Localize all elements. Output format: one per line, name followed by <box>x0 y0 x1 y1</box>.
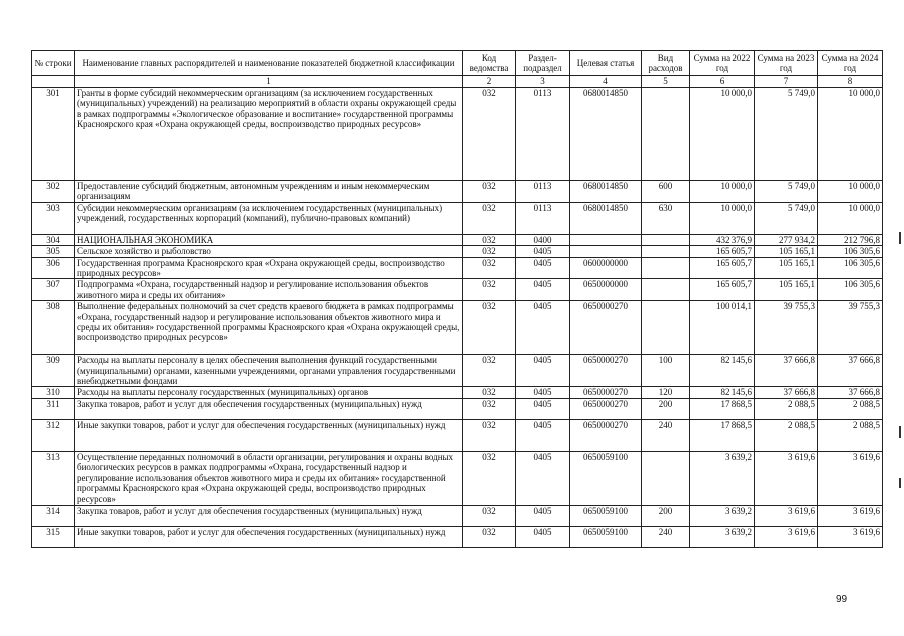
row-section-code: 0405 <box>516 398 570 419</box>
header-y2022: Сумма на 2022 год <box>690 51 755 76</box>
row-sum-2024: 2 088,5 <box>818 398 883 419</box>
row-sum-2023: 39 755,3 <box>755 301 818 355</box>
col-index-3: 3 <box>516 76 570 88</box>
row-expense-type: 120 <box>642 387 690 398</box>
row-sum-2022: 82 145,6 <box>690 355 755 387</box>
table-row <box>32 88 883 181</box>
table-row <box>32 279 883 301</box>
row-name: Субсидии некоммерческим организациям (за исключением государственных (муниципальных) учреждений, государственных корпораций (компаний), публично-правовых компаний) <box>75 202 463 234</box>
row-sum-2023: 5 749,0 <box>755 202 818 234</box>
header-num: № строки <box>32 51 75 76</box>
col-index-6: 6 <box>690 76 755 88</box>
row-number: 306 <box>32 257 75 279</box>
row-sum-2022: 165 605,7 <box>690 246 755 257</box>
table-row <box>32 301 883 355</box>
row-sum-2024: 39 755,3 <box>818 301 883 355</box>
row-sum-2024: 106 305,6 <box>818 257 883 279</box>
row-sum-2024: 10 000,0 <box>818 202 883 234</box>
row-dept-code: 032 <box>463 301 516 355</box>
row-dept-code: 032 <box>463 181 516 203</box>
row-target-code: 0650000270 <box>570 355 642 387</box>
scan-edge-mark <box>899 426 901 438</box>
row-sum-2022: 10 000,0 <box>690 181 755 203</box>
row-name: Закупка товаров, работ и услуг для обеспечения государственных (муниципальных) нужд <box>75 398 463 419</box>
row-number: 307 <box>32 279 75 301</box>
row-section-code: 0405 <box>516 257 570 279</box>
row-expense-type <box>642 246 690 257</box>
row-sum-2023: 3 619,6 <box>755 526 818 547</box>
row-sum-2022: 3 639,2 <box>690 505 755 526</box>
row-sum-2023: 3 619,6 <box>755 451 818 505</box>
row-number: 313 <box>32 451 75 505</box>
row-number: 303 <box>32 202 75 234</box>
row-dept-code: 032 <box>463 88 516 181</box>
row-sum-2022: 432 376,9 <box>690 234 755 245</box>
row-name: Государственная программа Красноярского края «Охрана окружающей среды, воспроизводство природных ресурсов» <box>75 257 463 279</box>
row-target-code: 0680014850 <box>570 181 642 203</box>
table-row <box>32 505 883 526</box>
row-section-code: 0405 <box>516 301 570 355</box>
row-target-code: 0650059100 <box>570 451 642 505</box>
row-target-code <box>570 246 642 257</box>
table-row <box>32 234 883 245</box>
row-expense-type: 100 <box>642 355 690 387</box>
row-sum-2022: 165 605,7 <box>690 257 755 279</box>
table-row <box>32 398 883 419</box>
page-number: 99 <box>836 594 848 605</box>
row-dept-code: 032 <box>463 526 516 547</box>
row-sum-2022: 3 639,2 <box>690 526 755 547</box>
row-name: НАЦИОНАЛЬНАЯ ЭКОНОМИКА <box>75 234 463 245</box>
row-name: Сельское хозяйство и рыболовство <box>75 246 463 257</box>
row-target-code: 0600000000 <box>570 257 642 279</box>
header-row <box>32 51 883 76</box>
row-sum-2024: 3 619,6 <box>818 451 883 505</box>
row-section-code: 0405 <box>516 279 570 301</box>
header-section: Раздел-подраздел <box>516 51 570 76</box>
table-row <box>32 257 883 279</box>
header-y2024: Сумма на 2024 год <box>818 51 883 76</box>
row-name: Выполнение федеральных полномочий за счет средств краевого бюджета в рамках подпрограммы «Охрана, государственный надзор и регулирование использования объектов животного мира и среды их обитания» государственной программы Красноярского края «Охрана окружающей среды, воспроизводство природных ресурсов» <box>75 301 463 355</box>
row-target-code: 0650059100 <box>570 526 642 547</box>
row-sum-2022: 10 000,0 <box>690 88 755 181</box>
row-target-code <box>570 234 642 245</box>
row-expense-type <box>642 234 690 245</box>
row-name: Расходы на выплаты персоналу в целях обеспечения выполнения функций государственными (муниципальными) органами, казенными учреждениями, органами управления государственными внебюджетными фондами <box>75 355 463 387</box>
row-sum-2024: 3 619,6 <box>818 526 883 547</box>
row-number: 314 <box>32 505 75 526</box>
row-dept-code: 032 <box>463 505 516 526</box>
row-target-code: 0650000270 <box>570 419 642 451</box>
row-name: Гранты в форме субсидий некоммерческим организациям (за исключением государственных (муниципальных) учреждений) на реализацию мероприятий в области охраны окружающей среды в рамках подпрограммы «Экологическое образование и воспитание» государственной программы Красноярского края «Охрана окружающей среды, воспроизводство природных ресурсов» <box>75 88 463 181</box>
row-expense-type <box>642 257 690 279</box>
row-expense-type <box>642 88 690 181</box>
row-sum-2023: 5 749,0 <box>755 88 818 181</box>
row-expense-type <box>642 301 690 355</box>
row-sum-2024: 106 305,6 <box>818 246 883 257</box>
row-target-code: 0680014850 <box>570 88 642 181</box>
row-sum-2024: 10 000,0 <box>818 181 883 203</box>
header-target: Целевая статья <box>570 51 642 76</box>
row-section-code: 0405 <box>516 355 570 387</box>
row-name: Иные закупки товаров, работ и услуг для обеспечения государственных (муниципальных) нужд <box>75 419 463 451</box>
col-index-5: 5 <box>642 76 690 88</box>
table-row <box>32 355 883 387</box>
row-sum-2022: 17 868,5 <box>690 419 755 451</box>
row-target-code: 0650000270 <box>570 387 642 398</box>
row-name: Подпрограмма «Охрана, государственный надзор и регулирование использования объектов животного мира и среды их обитания» <box>75 279 463 301</box>
row-number: 309 <box>32 355 75 387</box>
row-number: 305 <box>32 246 75 257</box>
table-row <box>32 246 883 257</box>
row-number: 310 <box>32 387 75 398</box>
row-name: Иные закупки товаров, работ и услуг для обеспечения государственных (муниципальных) нужд <box>75 526 463 547</box>
row-target-code: 0650059100 <box>570 505 642 526</box>
table-row <box>32 387 883 398</box>
row-section-code: 0113 <box>516 181 570 203</box>
row-section-code: 0405 <box>516 246 570 257</box>
row-dept-code: 032 <box>463 419 516 451</box>
row-expense-type <box>642 451 690 505</box>
row-sum-2023: 105 165,1 <box>755 257 818 279</box>
table-row <box>32 181 883 203</box>
table-row <box>32 202 883 234</box>
row-sum-2023: 2 088,5 <box>755 398 818 419</box>
row-dept-code: 032 <box>463 246 516 257</box>
row-sum-2023: 3 619,6 <box>755 505 818 526</box>
row-number: 304 <box>32 234 75 245</box>
row-section-code: 0405 <box>516 526 570 547</box>
row-expense-type <box>642 279 690 301</box>
row-number: 315 <box>32 526 75 547</box>
row-target-code: 0650000000 <box>570 279 642 301</box>
row-sum-2023: 105 165,1 <box>755 279 818 301</box>
col-index-1: 1 <box>75 76 463 88</box>
row-name: Предоставление субсидий бюджетным, автономным учреждениям и иным некоммерческим организациям <box>75 181 463 203</box>
row-section-code: 0405 <box>516 451 570 505</box>
row-dept-code: 032 <box>463 398 516 419</box>
row-sum-2024: 212 796,8 <box>818 234 883 245</box>
row-sum-2022: 10 000,0 <box>690 202 755 234</box>
row-dept-code: 032 <box>463 451 516 505</box>
column-index-row <box>32 76 883 88</box>
row-sum-2022: 17 868,5 <box>690 398 755 419</box>
scan-edge-mark <box>899 478 901 488</box>
row-sum-2023: 2 088,5 <box>755 419 818 451</box>
header-y2023: Сумма на 2023 год <box>755 51 818 76</box>
row-sum-2024: 2 088,5 <box>818 419 883 451</box>
row-sum-2023: 277 934,2 <box>755 234 818 245</box>
row-dept-code: 032 <box>463 355 516 387</box>
row-expense-type: 240 <box>642 419 690 451</box>
col-index-empty <box>32 76 75 88</box>
row-section-code: 0113 <box>516 202 570 234</box>
row-dept-code: 032 <box>463 234 516 245</box>
row-name: Расходы на выплаты персоналу государственных (муниципальных) органов <box>75 387 463 398</box>
table-row <box>32 419 883 451</box>
row-section-code: 0400 <box>516 234 570 245</box>
row-number: 311 <box>32 398 75 419</box>
row-sum-2024: 37 666,8 <box>818 355 883 387</box>
row-dept-code: 032 <box>463 387 516 398</box>
row-number: 301 <box>32 88 75 181</box>
row-section-code: 0405 <box>516 387 570 398</box>
row-dept-code: 032 <box>463 279 516 301</box>
row-sum-2022: 82 145,6 <box>690 387 755 398</box>
row-target-code: 0650000270 <box>570 398 642 419</box>
row-sum-2022: 3 639,2 <box>690 451 755 505</box>
row-expense-type: 240 <box>642 526 690 547</box>
row-number: 312 <box>32 419 75 451</box>
table-row <box>32 526 883 547</box>
row-sum-2024: 10 000,0 <box>818 88 883 181</box>
row-sum-2023: 105 165,1 <box>755 246 818 257</box>
col-index-4: 4 <box>570 76 642 88</box>
col-index-2: 2 <box>463 76 516 88</box>
col-index-8: 8 <box>818 76 883 88</box>
row-name: Осуществление переданных полномочий в области организации, регулирования и охраны водных биологических ресурсов в рамках подпрограммы «Охрана, государственный надзор и регулирование использования объектов животного мира и среды их обитания» государственной программы Красноярского края «Охрана окружающей среды, воспроизводство природных ресурсов» <box>75 451 463 505</box>
row-section-code: 0405 <box>516 505 570 526</box>
row-target-code: 0650000270 <box>570 301 642 355</box>
table-row <box>32 451 883 505</box>
row-sum-2024: 37 666,8 <box>818 387 883 398</box>
row-target-code: 0680014850 <box>570 202 642 234</box>
header-dept: Код ведомства <box>463 51 516 76</box>
row-dept-code: 032 <box>463 202 516 234</box>
row-section-code: 0405 <box>516 419 570 451</box>
row-sum-2024: 106 305,6 <box>818 279 883 301</box>
row-sum-2023: 5 749,0 <box>755 181 818 203</box>
row-expense-type: 200 <box>642 398 690 419</box>
row-expense-type: 600 <box>642 181 690 203</box>
row-number: 308 <box>32 301 75 355</box>
scan-edge-mark <box>899 232 901 244</box>
row-sum-2023: 37 666,8 <box>755 387 818 398</box>
row-name: Закупка товаров, работ и услуг для обеспечения государственных (муниципальных) нужд <box>75 505 463 526</box>
col-index-7: 7 <box>755 76 818 88</box>
row-sum-2024: 3 619,6 <box>818 505 883 526</box>
row-number: 302 <box>32 181 75 203</box>
row-expense-type: 200 <box>642 505 690 526</box>
row-sum-2023: 37 666,8 <box>755 355 818 387</box>
row-sum-2022: 165 605,7 <box>690 279 755 301</box>
row-sum-2022: 100 014,1 <box>690 301 755 355</box>
row-dept-code: 032 <box>463 257 516 279</box>
row-section-code: 0113 <box>516 88 570 181</box>
header-name: Наименование главных распорядителей и наименование показателей бюджетной классификации <box>75 51 463 76</box>
budget-table <box>31 50 883 548</box>
header-exptype: Вид расходов <box>642 51 690 76</box>
row-expense-type: 630 <box>642 202 690 234</box>
